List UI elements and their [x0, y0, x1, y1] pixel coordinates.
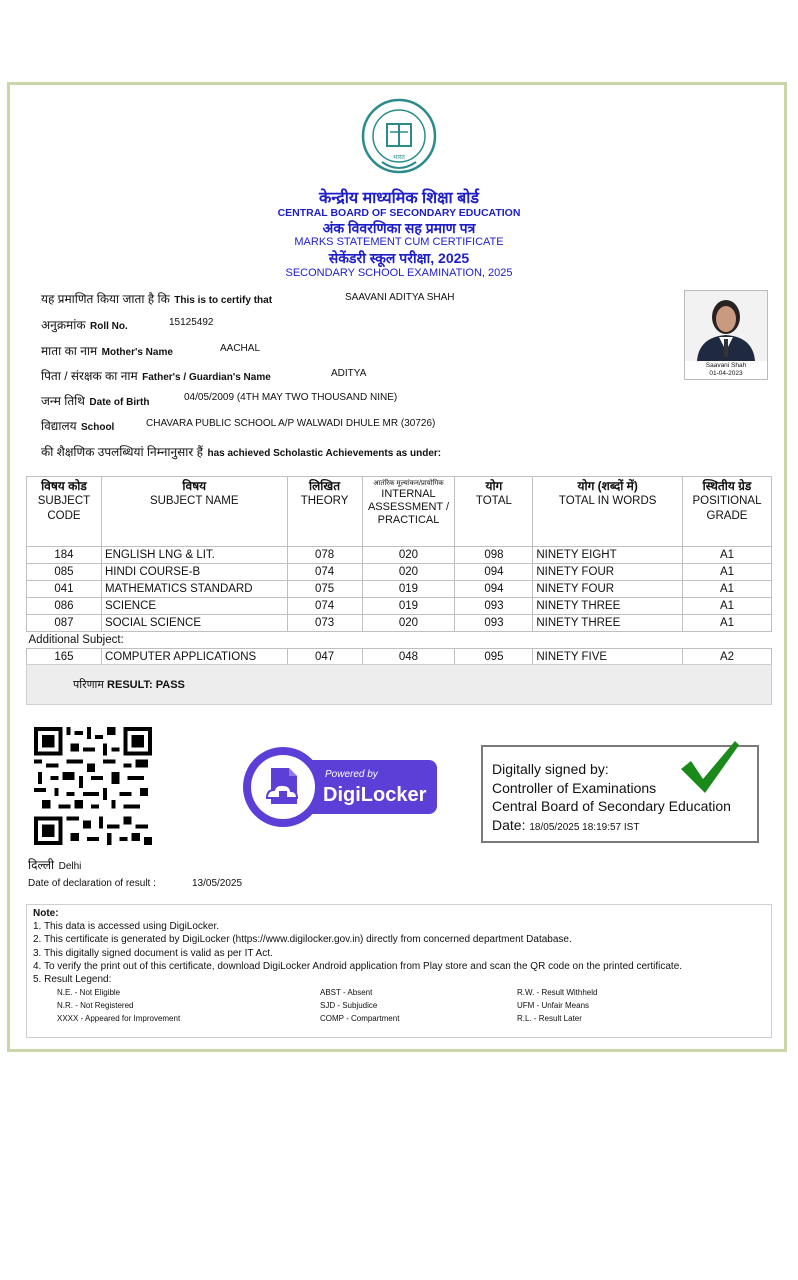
header-theory: लिखित THEORY [287, 477, 362, 547]
additional-subject-row [27, 632, 772, 649]
photo-caption-date: 01-04-2023 [709, 370, 743, 377]
signature-line-1: Digitally signed by: [492, 761, 609, 777]
certificate-title-english: MARKS STATEMENT CUM CERTIFICATE [294, 236, 504, 248]
marks-table [26, 476, 772, 666]
table-row: 085 HINDI COURSE-B 074 020 094 NINETY FOUR A1 [27, 564, 772, 581]
table-row: 087 SOCIAL SCIENCE 073 020 093 NINETY THREE A1 [27, 615, 772, 632]
note-item: 3. This digitally signed document is valid as per IT Act. [33, 947, 273, 959]
digilocker-text: DigiLocker [323, 784, 427, 806]
date-of-birth: 04/05/2009 (4TH MAY TWO THOUSAND NINE) [184, 392, 398, 403]
additional-subject-label: Additional Subject: [27, 632, 772, 649]
note-item: 4. To verify the print out of this certificate, download DigiLocker Android application from Play store and scan the QR code on the printed certificate. [33, 960, 683, 972]
roll-label: अनुक्रमांक Roll No. [41, 318, 128, 332]
photo-caption-name: Saavani Shah [705, 362, 747, 369]
note-item: 5. Result Legend: [33, 974, 112, 986]
signature-line-2: Controller of Examinations [492, 779, 657, 796]
digilocker-logo [243, 746, 439, 828]
dob-label: जन्म तिथि Date of Birth [41, 394, 150, 408]
signature-line-3: Central Board of Secondary Education [492, 798, 731, 814]
notes-box [26, 904, 772, 1038]
declaration-date-label: Date of declaration of result : [28, 878, 156, 889]
table-header-row [27, 477, 772, 547]
father-label: पिता / संरक्षक का नाम Father's / Guardian's Name [41, 369, 271, 383]
exam-title-english: SECONDARY SCHOOL EXAMINATION, 2025 [285, 267, 513, 279]
check-icon [679, 739, 741, 797]
photo-icon [685, 291, 767, 361]
header-subject-code: विषय कोड SUBJECT CODE [27, 477, 102, 547]
header-total: योग TOTAL [455, 477, 533, 547]
digital-signature-box[interactable] [481, 745, 759, 843]
note-item: 2. This certificate is generated by DigiLocker (https://www.digilocker.gov.in) directly from concerned department Database. [33, 934, 572, 946]
table-row: 184 ENGLISH LNG & LIT. 078 020 098 NINETY EIGHT A1 [27, 547, 772, 564]
student-photo [684, 290, 768, 380]
note-item: 1. This data is accessed using DigiLocker. [33, 921, 220, 933]
place: दिल्ली Delhi [28, 858, 82, 872]
logo-text: भारत [393, 154, 405, 161]
student-name: SAAVANI ADITYA SHAH [345, 292, 455, 303]
achievements-line: की शैक्षणिक उपलब्धियां निम्नानुसार हैं has achieved Scholastic Achievements as under: [41, 445, 442, 459]
board-name-english: CENTRAL BOARD OF SECONDARY EDUCATION [277, 207, 521, 219]
header-positional-grade: स्थितीय ग्रेड POSITIONAL GRADE [683, 477, 772, 547]
header-total-in-words: योग (शब्दों में) TOTAL IN WORDS [533, 477, 683, 547]
certificate-title-hindi: अंक विवरणिका सह प्रमाण पत्र [322, 220, 476, 236]
header-subject-name: विषय SUBJECT NAME [101, 477, 287, 547]
result-box [26, 664, 772, 705]
header-internal-assessment: आतंरिक मूल्यांकन/प्रायोगिक INTERNAL ASSESSMENT / PRACTICAL [362, 477, 455, 547]
school-name: CHAVARA PUBLIC SCHOOL A/P WALWADI DHULE MR (30726) [146, 418, 436, 429]
powered-by-text: Powered by [325, 769, 378, 780]
mother-name: AACHAL [220, 343, 261, 354]
result-legend: N.E. - Not Eligible ABST - Absent R.W. - Result Withheld N.R. - Not Registered SJD - Subjudice UFM - Unfair Means XXXX - Appeared for Improvement COMP - Compartment R.L. - Result Later [57, 988, 598, 1024]
certify-line: यह प्रमाणित किया जाता है कि This is to certify that [41, 292, 273, 306]
result-text: परिणाम RESULT: PASS [73, 679, 185, 691]
table-row: 165 COMPUTER APPLICATIONS 047 048 095 NINETY FIVE A2 [27, 649, 772, 666]
table-row: 086 SCIENCE 074 019 093 NINETY THREE A1 [27, 598, 772, 615]
roll-number: 15125492 [169, 317, 214, 328]
table-row: 041 MATHEMATICS STANDARD 075 019 094 NINETY FOUR A1 [27, 581, 772, 598]
exam-title-hindi: सेकेंडरी स्कूल परीक्षा, 2025 [328, 250, 470, 266]
notes-title: Note: [33, 908, 59, 919]
school-label: विद्यालय School [41, 419, 115, 433]
board-name-hindi: केन्द्रीय माध्यमिक शिक्षा बोर्ड [319, 190, 479, 207]
father-name: ADITYA [331, 368, 367, 379]
cbse-logo [360, 98, 438, 178]
signature-date: Date: 18/05/2025 18:19:57 IST [492, 816, 640, 833]
declaration-date: 13/05/2025 [192, 878, 243, 889]
mother-label: माता का नाम Mother's Name [41, 344, 173, 358]
qr-code[interactable] [34, 727, 152, 845]
